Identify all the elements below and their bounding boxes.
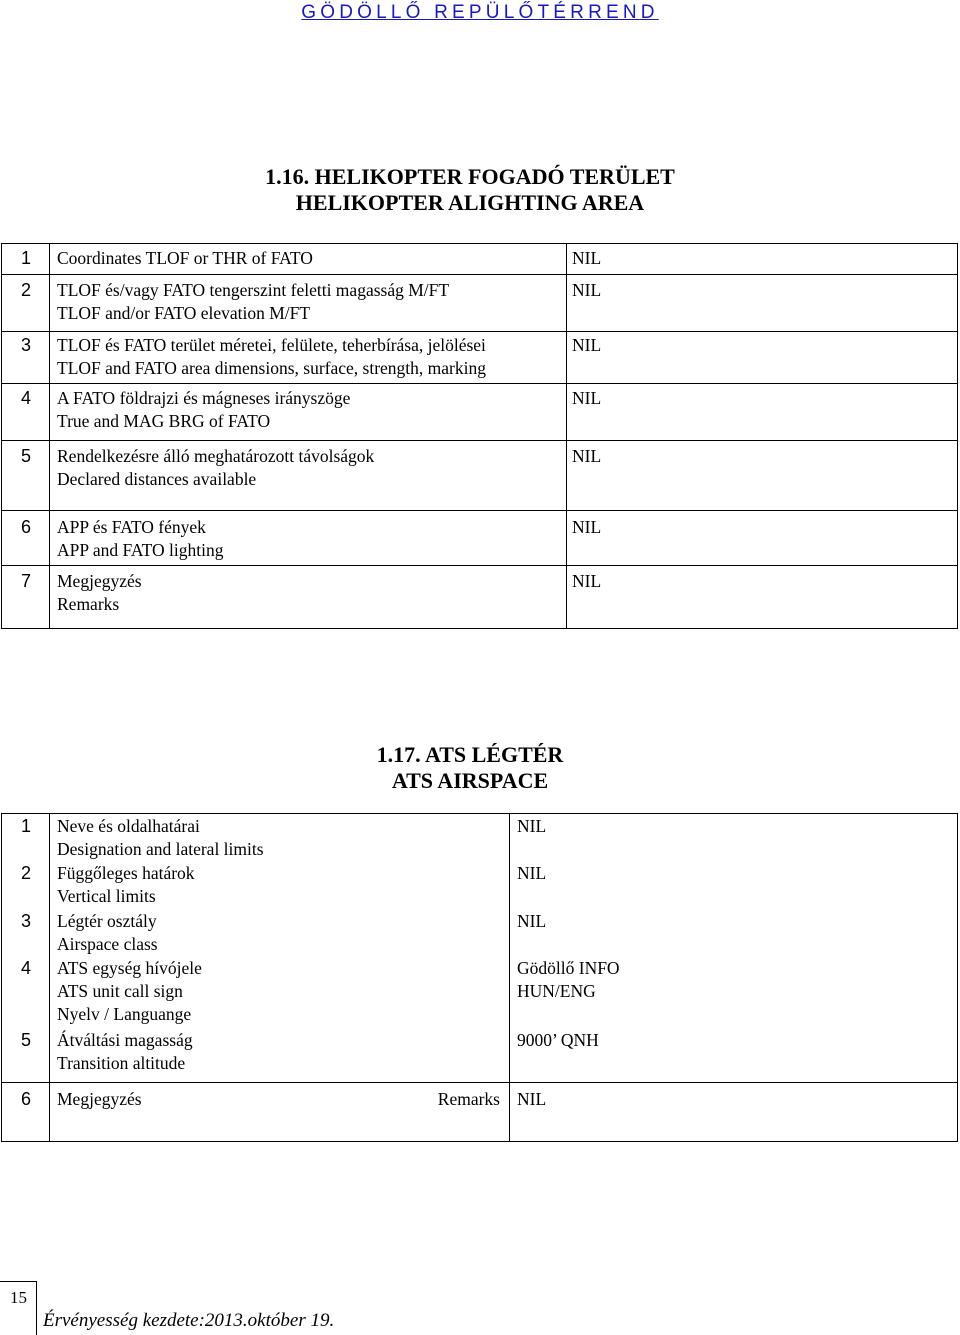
table-row — [2, 384, 958, 441]
row-number: 3 — [2, 332, 50, 384]
ats-title-hu: 1.17. ATS LÉGTÉR — [376, 742, 564, 767]
label-line-1: TLOF és FATO terület méretei, felülete, teherbírása, jelölései — [57, 335, 486, 355]
label-line-2: Transition altitude — [57, 1052, 186, 1073]
row-value — [510, 862, 958, 910]
table-row — [2, 862, 958, 910]
row-number: 5 — [2, 1029, 50, 1083]
label-line-2: TLOF and FATO area dimensions, surface, strength, marking — [57, 358, 486, 378]
heli-title-hu: 1.16. HELIKOPTER FOGADÓ TERÜLET — [265, 164, 675, 189]
label-line-1: Függőleges határok — [57, 862, 195, 883]
row-label — [50, 384, 567, 441]
label-line-2: Declared distances available — [57, 469, 257, 489]
validity-footer: Érvényesség kezdete:2013.október 19. — [43, 1310, 335, 1331]
row-label — [50, 1083, 510, 1142]
row-value: NIL — [567, 384, 958, 441]
value-line-1: NIL — [517, 910, 547, 931]
row-number: 2 — [2, 862, 50, 910]
table-row — [2, 957, 958, 1029]
value-line-1: NIL — [517, 862, 547, 883]
label-line-2: TLOF and/or FATO elevation M/FT — [57, 303, 311, 323]
label-line-1: Rendelkezésre álló meghatározott távolságok — [57, 446, 375, 466]
value-line-1: NIL — [517, 816, 547, 836]
remarks-label-en: Remarks — [437, 1089, 500, 1109]
row-value: NIL — [567, 441, 958, 511]
row-number: 1 — [2, 814, 50, 862]
row-value — [510, 1029, 958, 1083]
row-number: 4 — [2, 957, 50, 1029]
row-value: NIL — [510, 1083, 958, 1142]
label-line-1: Megjegyzés — [57, 571, 142, 591]
table-row — [2, 1029, 958, 1083]
label-line-1: Légtér osztály — [57, 910, 157, 931]
ats-airspace-table — [1, 813, 958, 1142]
table-row — [2, 1083, 958, 1142]
row-number: 1 — [2, 244, 50, 275]
row-number: 7 — [2, 566, 50, 629]
label-line-1: APP és FATO fények — [57, 517, 206, 537]
label-line-2: APP and FATO lighting — [57, 540, 224, 560]
row-value: NIL — [567, 244, 958, 275]
label-line-2: True and MAG BRG of FATO — [57, 411, 271, 431]
table-row — [2, 814, 958, 862]
table-row — [2, 511, 958, 566]
label-line-1: ATS egység hívójele — [57, 957, 202, 978]
table-row — [2, 566, 958, 629]
row-label — [50, 862, 510, 910]
label-line-2: Designation and lateral limits — [57, 839, 264, 859]
row-label — [50, 332, 567, 384]
row-number: 3 — [2, 910, 50, 957]
table-row — [2, 332, 958, 384]
row-number: 4 — [2, 384, 50, 441]
row-value — [510, 910, 958, 957]
value-line-1: 9000’ QNH — [517, 1029, 599, 1050]
row-label — [50, 1029, 510, 1083]
row-label — [50, 244, 567, 275]
value-line-1: Gödöllő INFO — [517, 957, 620, 978]
row-value: NIL — [567, 332, 958, 384]
row-number: 2 — [2, 275, 50, 332]
ats-section-title — [340, 742, 600, 794]
row-label — [50, 910, 510, 957]
label-line-2: Vertical limits — [57, 885, 156, 906]
label-line-1: Átváltási magasság — [57, 1029, 193, 1050]
row-label — [50, 275, 567, 332]
row-value — [510, 957, 958, 1029]
row-value: NIL — [567, 566, 958, 629]
row-label — [50, 441, 567, 511]
label-line-1: A FATO földrajzi és mágneses irányszöge — [57, 388, 351, 408]
row-number: 6 — [2, 511, 50, 566]
row-number: 6 — [2, 1083, 50, 1142]
label-line-2: ATS unit call sign — [57, 980, 183, 1001]
heli-section-title — [0, 164, 940, 216]
label-line-1: Coordinates TLOF or THR of FATO — [57, 248, 313, 268]
value-line-2: HUN/ENG — [517, 980, 596, 1001]
table-row — [2, 441, 958, 511]
heli-title-en: HELIKOPTER ALIGHTING AREA — [295, 190, 645, 215]
row-value — [510, 814, 958, 862]
page-header: GÖDÖLLŐ REPÜLŐTÉRREND — [301, 2, 659, 23]
ats-title-en: ATS AIRSPACE — [391, 768, 549, 793]
remarks-label-hu: Megjegyzés — [57, 1089, 142, 1109]
row-label — [50, 814, 510, 862]
row-value: NIL — [567, 511, 958, 566]
label-line-2: Airspace class — [57, 933, 158, 954]
row-label — [50, 957, 510, 1029]
label-line-1: TLOF és/vagy FATO tengerszint feletti magasság M/FT — [57, 280, 450, 300]
table-row — [2, 910, 958, 957]
row-number: 5 — [2, 441, 50, 511]
table-row — [2, 275, 958, 332]
row-value: NIL — [567, 275, 958, 332]
label-line-3: Nyelv / Languange — [57, 1003, 192, 1024]
page-number: 15 — [10, 1288, 27, 1307]
label-line-1: Neve és oldalhatárai — [57, 816, 200, 836]
label-line-2: Remarks — [57, 594, 120, 614]
heli-area-table — [1, 243, 958, 629]
row-label — [50, 511, 567, 566]
table-row — [2, 244, 958, 275]
row-label — [50, 566, 567, 629]
